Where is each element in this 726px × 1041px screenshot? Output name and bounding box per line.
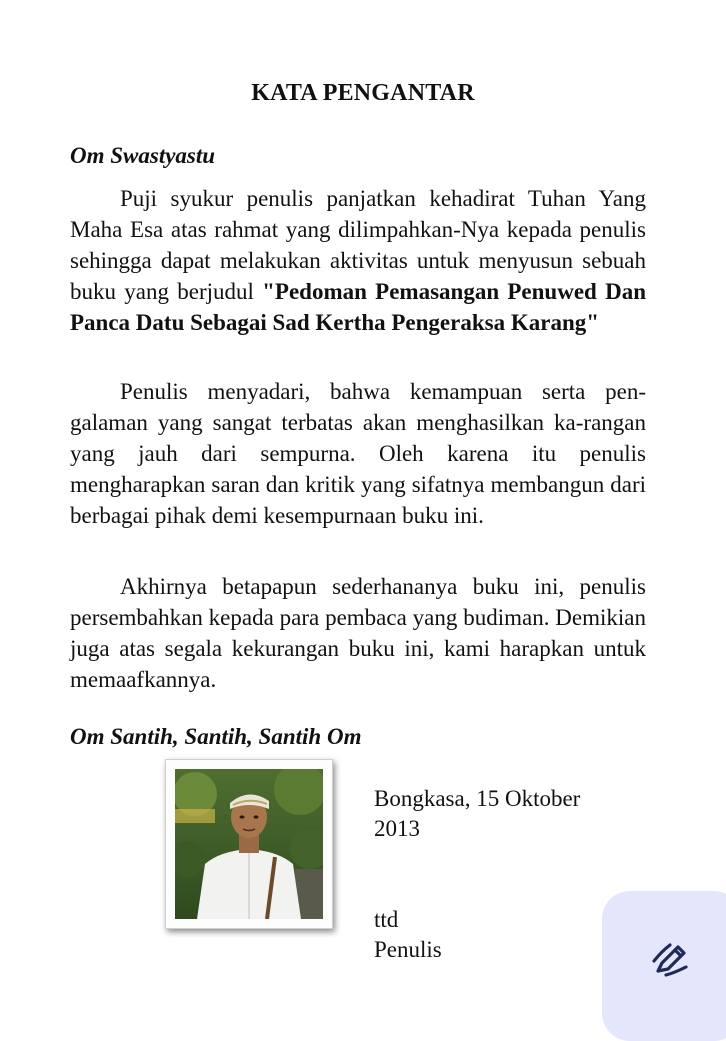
paragraph-3-text: Akhirnya betapapun sederhananya buku ini, penulis persembahkan kepada para pembaca yang budiman. Demikian juga atas segala kekurangan buku ini, kami harapkan untuk memaafkannya. bbox=[70, 574, 646, 692]
paragraph-1 bbox=[70, 183, 646, 338]
signature-name: Penulis bbox=[374, 937, 442, 962]
closing-greeting: Om Santih, Santih, Santih Om bbox=[70, 724, 362, 749]
author-photo bbox=[165, 759, 333, 929]
signature-label: ttd bbox=[374, 907, 399, 932]
opening-greeting: Om Swastyastu bbox=[70, 143, 216, 168]
edit-pen-icon bbox=[648, 937, 692, 981]
edit-button[interactable] bbox=[602, 891, 726, 1041]
paragraph-2 bbox=[70, 376, 646, 531]
place-date-line-2: 2013 bbox=[374, 816, 420, 841]
paragraph-2-text: Penulis menyadari, bahwa kemampuan serta pen-galaman yang sangat terbatas akan menghasilkan ka-rangan yang jauh dari sempurna. Oleh karena itu penulis mengharapkan saran dan kritik yang sifatnya membangun dari berbagai pihak demi kesempurnaan buku ini. bbox=[70, 379, 646, 528]
page-title: KATA PENGANTAR bbox=[251, 80, 475, 106]
paragraph-3 bbox=[70, 571, 646, 695]
book-title: "Pedoman Pemasangan Penuwed Dan Panca Datu Sebagai Sad Kertha Pengeraksa Karang" bbox=[70, 279, 646, 335]
paragraph-1-text: Puji syukur penulis panjatkan kehadirat Tuhan Yang Maha Esa atas rahmat yang dilimpahkan-Nya kepada penulis sehingga dapat melakukan aktivitas untuk menyusun sebuah buku yang berjudul bbox=[70, 186, 646, 304]
place-date-line-1: Bongkasa, 15 Oktober bbox=[374, 786, 581, 811]
author-photo-image bbox=[175, 769, 323, 919]
